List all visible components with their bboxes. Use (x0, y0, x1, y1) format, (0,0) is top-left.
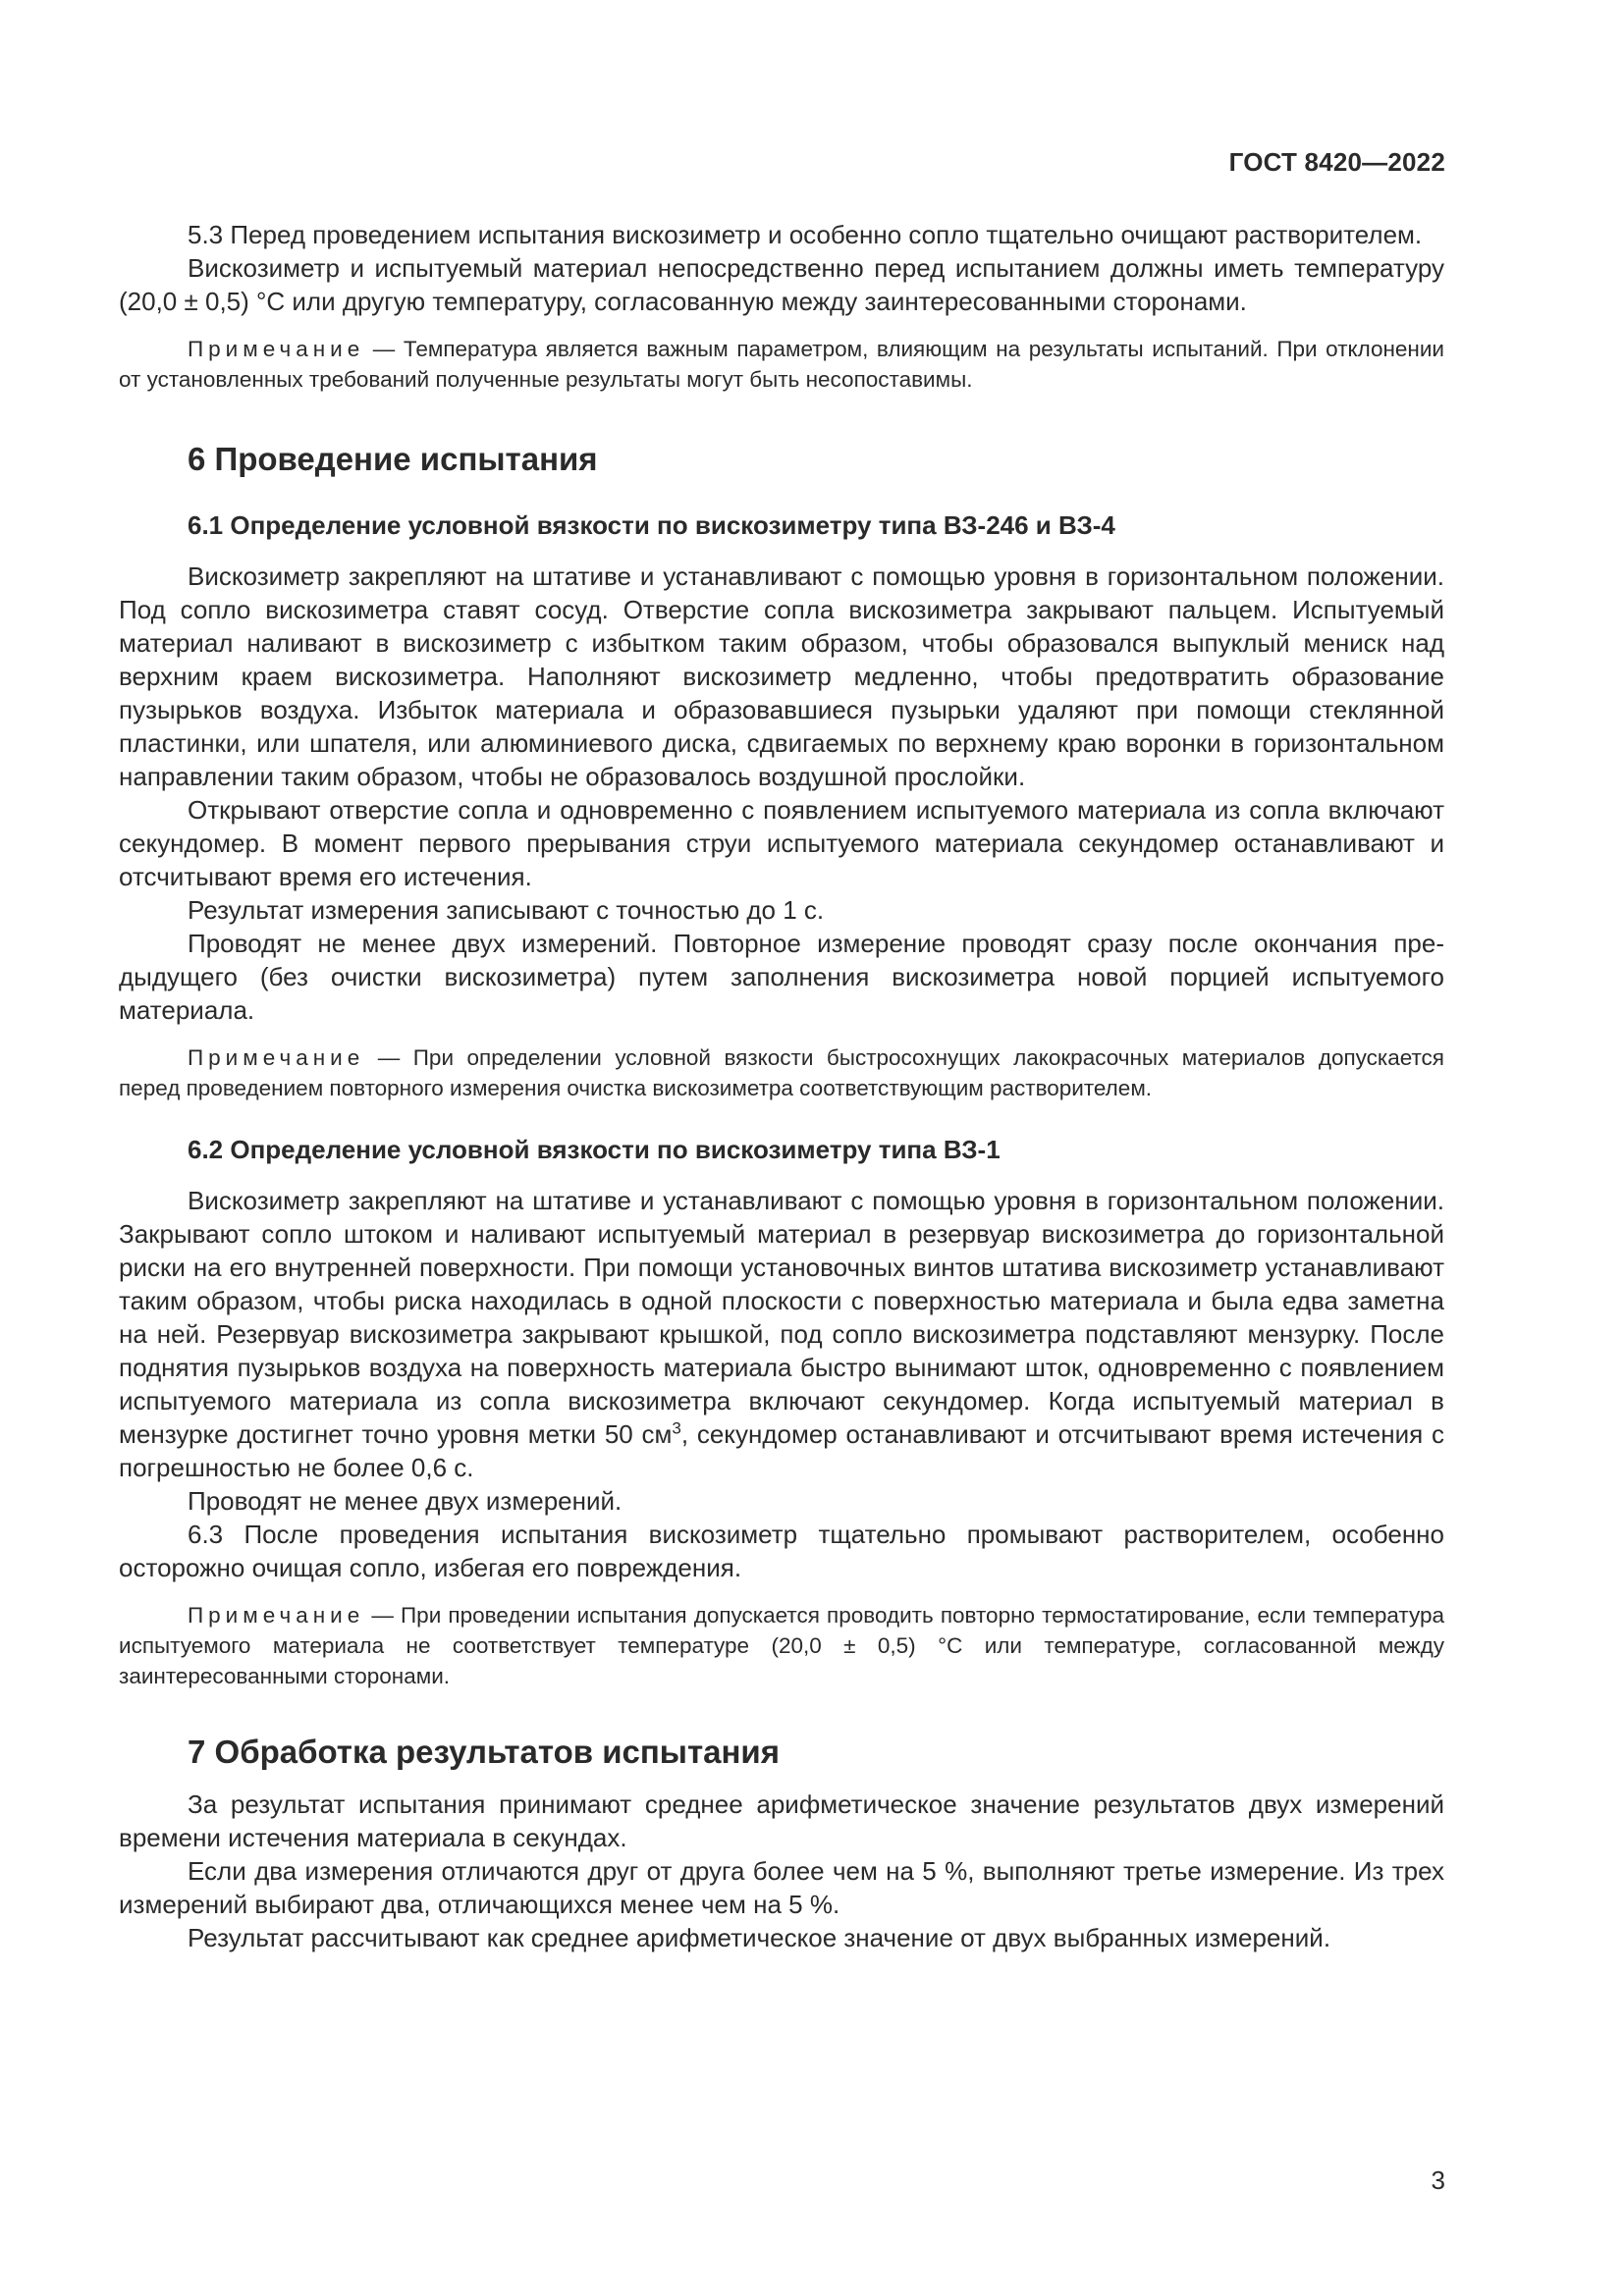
paragraph-temperature: Вискозиметр и испытуемый материал непосредственно перед испытанием должны иметь температуру (20,0 ± 0,5) °С или другую температуру, согласованную между заинтересованными сторонами. (119, 253, 1444, 316)
superscript-3: 3 (672, 1418, 681, 1438)
note-label: Примечание (188, 1603, 365, 1628)
note-label: Примечание (188, 337, 365, 361)
document-body (119, 218, 1444, 1954)
note-temperature (119, 334, 1444, 395)
paragraph-6-1-precision: Результат измерения записывают с точностью до 1 с. (188, 895, 825, 925)
note-text: — При определении условной вязкости быстросохнущих лакокрасочных материалов допускается перед проведением повторного измерения очистка вискозиметра соответствующим растворителем. (119, 1045, 1444, 1100)
subsection-6-1-heading: 6.1 Определение условной вязкости по вискозиметру типа ВЗ-246 и ВЗ-4 (188, 510, 1115, 540)
note-6-1 (119, 1042, 1444, 1103)
paragraph-6-1-procedure: Вискозиметр закрепляют на штативе и устанавливают с помощью уровня в горизонтальном положении. Под сопло вискозиметра ставят сосуд. Отверстие сопла вискозиметра закрывают пальцем. Испытуемый материал наливают в вискозиметр с избытком таким образом, чтобы образовался выпуклый мениск над верхним краем вискозиметра. Наполняют вискозиметр медленно, чтобы предотвратить образование пузырьков воздуха. Избыток материала и образовавшиеся пузырьки удаляют при помощи стеклянной пластинки, или шпателя, или алюминиевого диска, сдвигаемых по верхнему краю воронки в горизонтальном направлении таким образом, чтобы не образовалось воздушной прослойки. (119, 561, 1444, 791)
paragraph-6-1-timing: Открывают отверстие сопла и одновременно с появлением испытуемого материала из сопла включают секундомер. В момент первого прерывания струи испытуемого материала секундомер останавливают и отсчитывают время его истечения. (119, 795, 1444, 891)
page-number: 3 (1431, 2165, 1445, 2195)
paragraph-5-3: 5.3 Перед проведением испытания вискозиметр и особенно сопло тщательно очищают растворителем. (188, 220, 1423, 249)
paragraph-7-result: За результат испытания принимают среднее арифметическое значение результатов двух измерений времени истечения материала в секундах. (119, 1789, 1444, 1852)
paragraph-6-1-repeat: Проводят не менее двух измерений. Повторное измерение проводят сразу после окончания предыдущего (без очистки вискозиметра) путем заполнения вискозиметра новой порцией испытуемого материала. (119, 929, 1444, 1025)
note-6-3 (119, 1600, 1444, 1691)
section-7-heading: 7 Обработка результатов испытания (188, 1734, 780, 1770)
note-label: Примечание (188, 1045, 365, 1070)
paragraph-6-2-repeat: Проводят не менее двух измерений. (188, 1486, 623, 1516)
paragraph-6-2-procedure: Вискозиметр закрепляют на штативе и устанавливают с помощью уровня в горизонтальном положении. Закрывают сопло штоком и наливают испытуемый материал в резервуар вискозиметра до горизонтальной риски на его внутренней поверхности. При помощи установочных винтов штатива вискозиметр устанавливают таким образом, чтобы риска находилась в одной плоскости с поверхностью материала и была едва заметна на ней. Резервуар вискозиметра закрывают крышкой, под сопло вискозиметра подставляют мензурку. После поднятия пузырьков воздуха на поверхность материала быстро вынимают шток, одновременно с появлением испытуемого материала из сопла вискозиметра включают секундомер. Когда испытуемый материал в мензурке достигнет точно уровня метки 50 $см^3$, секундомер останавливают и отсчитывают время истечения с погрешностью не более 0,6 с. (119, 1186, 1444, 1482)
subsection-6-2-heading: 6.2 Определение условной вязкости по вискозиметру типа ВЗ-1 (188, 1135, 1001, 1164)
paragraph-6-3: 6.3 После проведения испытания вискозиметр тщательно промывают растворителем, особенно осторожно очищая сопло, избегая его повреждения. (119, 1520, 1444, 1582)
paragraph-7-calculation: Результат рассчитывают как среднее арифметическое значение от двух выбранных измерений. (188, 1923, 1331, 1952)
note-text: — При проведении испытания допускается проводить повторно термостатирование, если температура испытуемого материала не соответствует температуре (20,0 ± 0,5) °С или температуре, согласованной между заинтересованными сторонами. (119, 1603, 1444, 1688)
standard-code: ГОСТ 8420—2022 (1228, 147, 1445, 177)
paragraph-7-third-measurement: Если два измерения отличаются друг от друга более чем на 5 %, выполняют третье измерение. Из трех измерений выбирают два, отличающихся менее чем на 5 %. (119, 1856, 1444, 1919)
note-text: — Температура является важным параметром, влияющим на результаты испытаний. При отклонении от установленных требований полученные результаты могут быть несопоставимы. (119, 337, 1444, 392)
section-6-heading: 6 Проведение испытания (188, 441, 598, 477)
